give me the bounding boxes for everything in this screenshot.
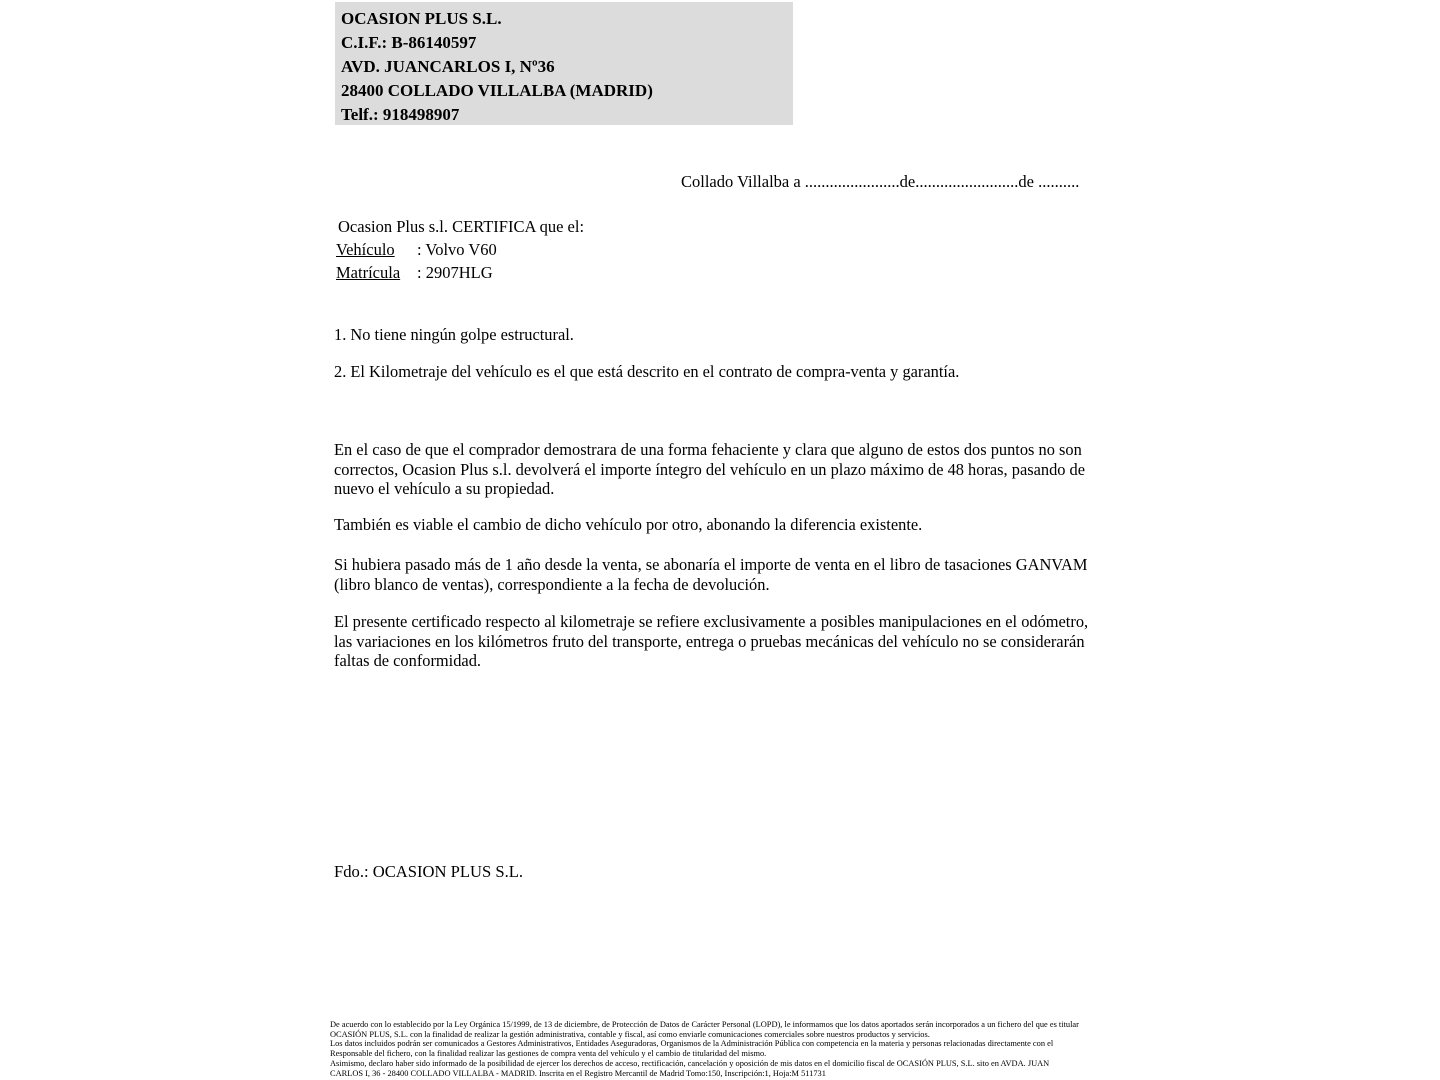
company-name: OCASION PLUS S.L. bbox=[341, 9, 502, 28]
legal-footer-line: CARLOS I, 36 - 28400 COLLADO VILLALBA - MADRID. Inscrita en el Registro Mercantil de Madrid Tomo:150, Inscripción:1, Hoja:M 511731 bbox=[330, 1068, 826, 1078]
company-address: AVD. JUANCARLOS I, Nº36 bbox=[341, 57, 555, 76]
legal-footer-line: Los datos incluidos podrán ser comunicados a Gestores Administrativos, Entidades Aseguradoras, Organismos de la Administración Pública con competencia en la materia y personas relacionadas directamente con el bbox=[330, 1039, 1054, 1049]
company-city: 28400 COLLADO VILLALBA (MADRID) bbox=[341, 81, 653, 100]
company-phone: Telf.: 918498907 bbox=[341, 105, 460, 124]
legal-footer-line: OCASIÓN PLUS, S.L. con la finalidad de realizar la gestión administrativa, contable y fiscal, así como enviarle comunicaciones comerciales sobre nuestros productos y servicios. bbox=[330, 1029, 930, 1039]
statement-mileage: 2. El Kilometraje del vehículo es el que está descrito en el contrato de compra-venta y garantía. bbox=[334, 362, 960, 381]
certification-intro: Ocasion Plus s.l. CERTIFICA que el: bbox=[338, 217, 585, 236]
company-header-block bbox=[335, 2, 793, 125]
company-cif: C.I.F.: B-86140597 bbox=[341, 33, 477, 52]
legal-footer-line: Responsable del fichero, con la finalidad realizar las gestiones de compra venta del vehículo y el cambio de titularidad del mismo. bbox=[330, 1049, 767, 1059]
plate-field-label: Matrícula bbox=[336, 263, 401, 282]
vehicle-field-row bbox=[336, 240, 497, 260]
paragraph-refund-guarantee: En el caso de que el comprador demostrara de una forma fehaciente y clara que alguno de estos dos puntos no son correctos, Ocasion Plus s.l. devolverá el importe íntegro del vehículo en un plazo máximo de 48 horas, pasando de nuevo el vehículo a su propiedad. bbox=[334, 440, 1086, 499]
paragraph-odometer-disclaimer: El presente certificado respecto al kilometraje se refiere exclusivamente a posibles manipulaciones en el odómetro, las variaciones en los kilómetros fruto del transporte, entrega o pruebas mecánicas del vehículo no se considerarán faltas de conformidad. bbox=[334, 612, 1089, 671]
paragraph-vehicle-exchange: También es viable el cambio de dicho vehículo por otro, abonando la diferencia existente. bbox=[334, 515, 923, 534]
plate-field-value: : 2907HLG bbox=[417, 263, 493, 282]
legal-footer-line: De acuerdo con lo establecido por la Ley Orgánica 15/1999, de 13 de diciembre, de Protección de Datos de Carácter Personal (LOPD), le informamos que los datos aportados serán incorporados a un fichero del que es titular bbox=[330, 1020, 1079, 1029]
plate-field-row bbox=[336, 263, 493, 283]
legal-footer bbox=[330, 1020, 1130, 1078]
date-fill-in-line: Collado Villalba a .......................de.........................de .......... bbox=[681, 172, 1080, 191]
vehicle-field-value: : Volvo V60 bbox=[417, 240, 497, 259]
vehicle-field-label: Vehículo bbox=[336, 240, 395, 259]
legal-footer-line: Asimismo, declaro haber sido informado de la posibilidad de ejercer los derechos de acceso, rectificación, cancelación y oposición de mis datos en el domicilio fiscal de OCASIÓN PLUS, S.L. sito en AVDA. JUAN bbox=[330, 1058, 1050, 1068]
signature-line: Fdo.: OCASION PLUS S.L. bbox=[334, 862, 524, 881]
statement-no-structural-damage: 1. No tiene ningún golpe estructural. bbox=[334, 325, 574, 344]
paragraph-ganvam-valuation: Si hubiera pasado más de 1 año desde la venta, se abonaría el importe de venta en el libro de tasaciones GANVAM (libro blanco de ventas), correspondiente a la fecha de devolución. bbox=[334, 555, 1088, 594]
